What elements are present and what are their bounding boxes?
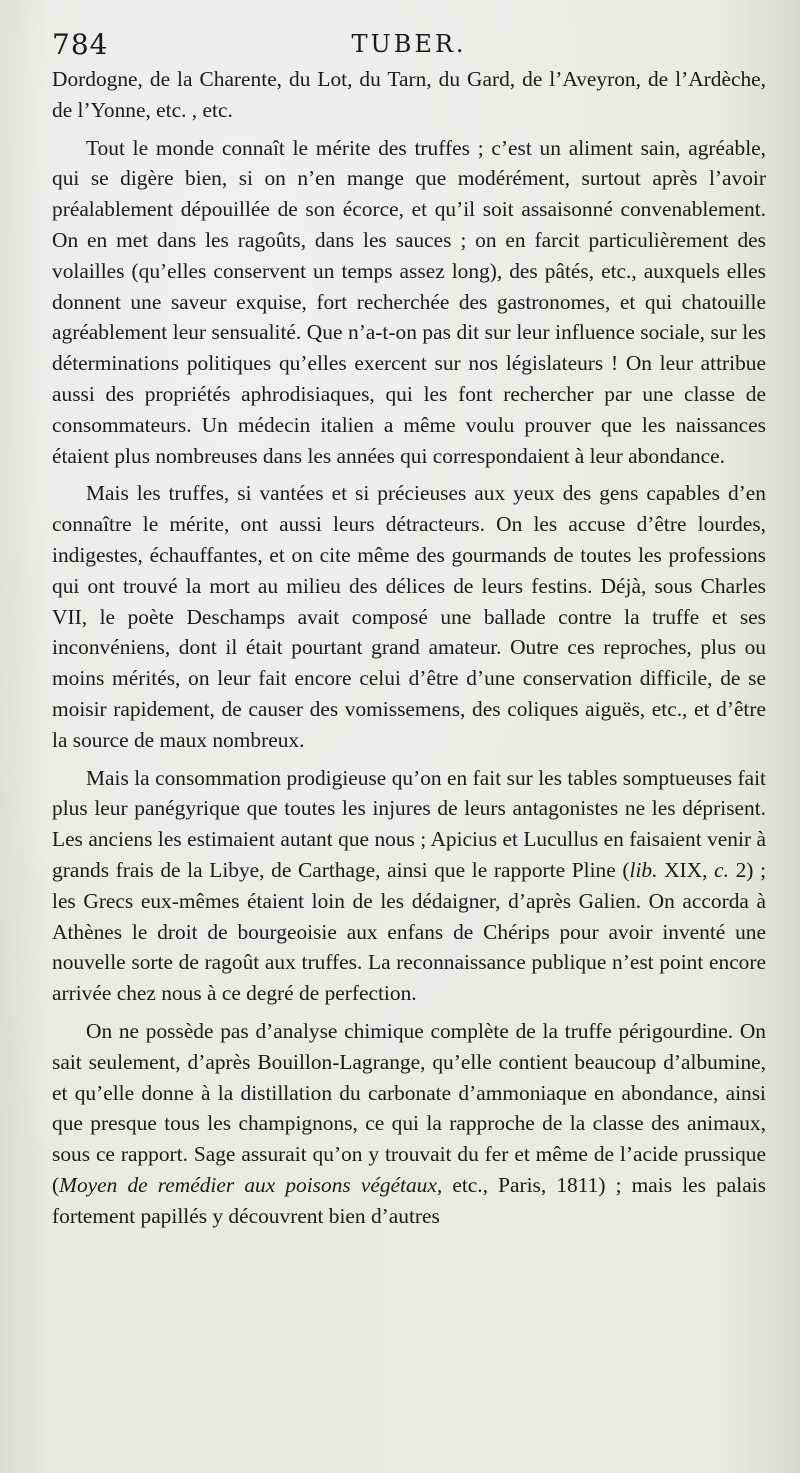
paragraph-4-text-before: Mais la consommation prodigieuse qu’on en fait sur les tables somptueuses fait plus leur panégyrique que toutes les injures de leurs antagonistes ne les déprisent. Les anciens les estimaient autant que nous ; Apicius et Lucullus en faisaient venir à grands frais de la Libye, de Carthage, ainsi que le rapporte Pline ( (52, 765, 766, 882)
paragraph-1 (52, 64, 766, 126)
citation-lib-abbrev: lib. (629, 857, 658, 882)
paragraph-3-text: Mais les truffes, si vantées et si précieuses aux yeux des gens capables d’en connaître le mérite, ont aussi leurs détracteurs. On les accuse d’être lourdes, indigestes, échauffantes, et on cite même des gourmands de toutes les professions qui ont trouvé la mort au milieu des délices de leurs festins. Déjà, sous Charles VII, le poète Deschamps avait composé une ballade contre la truffe et ses inconvéniens, dont il était pourtant grand amateur. Outre ces reproches, plus ou moins mérités, on leur fait encore celui d’être d’une conservation difficile, de se moisir rapidement, de causer des vomissemens, des coliques aiguës, etc., et d’être la source de maux nombreux. (52, 481, 766, 752)
paragraph-5-text-before: On ne possède pas d’analyse chimique complète de la truffe périgourdine. On sait seulement, d’après Bouillon-Lagrange, qu’elle contient beaucoup d’albumine, et qu’elle donne à la distillation du carbonate d’ammoniaque en abondance, ainsi que presque tous les champignons, ce qui la rapproche de la classe des animaux, sous ce rapport. Sage assurait qu’on y trouvait du fer et même de l’acide prussique ( (52, 1018, 766, 1197)
running-title: TUBER. (351, 30, 467, 58)
citation-chapter-abbrev: c. (714, 857, 729, 882)
paragraph-4-text-after: 2) ; les Grecs eux-mêmes étaient loin de les dédaigner, d’après Galien. On accorda à Athènes le droit de bourgeoisie aux enfans de Chérips pour avoir inventé une nouvelle sorte de ragoût aux truffes. La reconnaissance publique n’est point encore arrivée chez nous à ce degré de perfection. (52, 857, 767, 1006)
paragraph-2 (52, 133, 766, 472)
cited-book-title: Moyen de remédier aux poisons végétaux, (59, 1172, 443, 1197)
paragraph-4 (52, 763, 766, 1009)
paragraph-5-text-after: etc., Paris, 1811) ; mais les palais fortement papillés y découvrent bien d’autres (52, 1172, 766, 1228)
running-head (52, 22, 766, 62)
paragraph-4-text-middle: XIX, (657, 857, 715, 882)
paragraph-2-text: Tout le monde connaît le mérite des truffes ; c’est un aliment sain, agréable, qui se digère bien, si on n’en mange que modérément, surtout après l’avoir préalablement dépouillée de son écorce, et qu’il soit assaisonné convenablement. On en met dans les ragoûts, dans les sauces ; on en farcit particulièrement des volailles (qu’elles conservent un temps assez long), des pâtés, etc., auxquels elles donnent une saveur exquise, fort recherchée des gastronomes, et qui chatouille agréablement leur sensualité. Que n’a-t-on pas dit sur leur influence sociale, sur les déterminations politiques qu’elles exercent sur nos législateurs ! On leur attribue aussi des propriétés aphrodisiaques, qui les font rechercher par une classe de consommateurs. Un médecin italien a même voulu prouver que les naissances étaient plus nombreuses dans les années qui correspondaient à leur abondance. (52, 135, 766, 468)
page-number: 784 (52, 28, 109, 61)
paragraph-5 (52, 1016, 766, 1232)
paragraph-1-text: Dordogne, de la Charente, du Lot, du Tarn, du Gard, de l’Aveyron, de l’Ardèche, de l’Yonne, etc. , etc. (52, 67, 766, 122)
paragraph-3 (52, 478, 766, 755)
body-text (52, 64, 766, 1231)
